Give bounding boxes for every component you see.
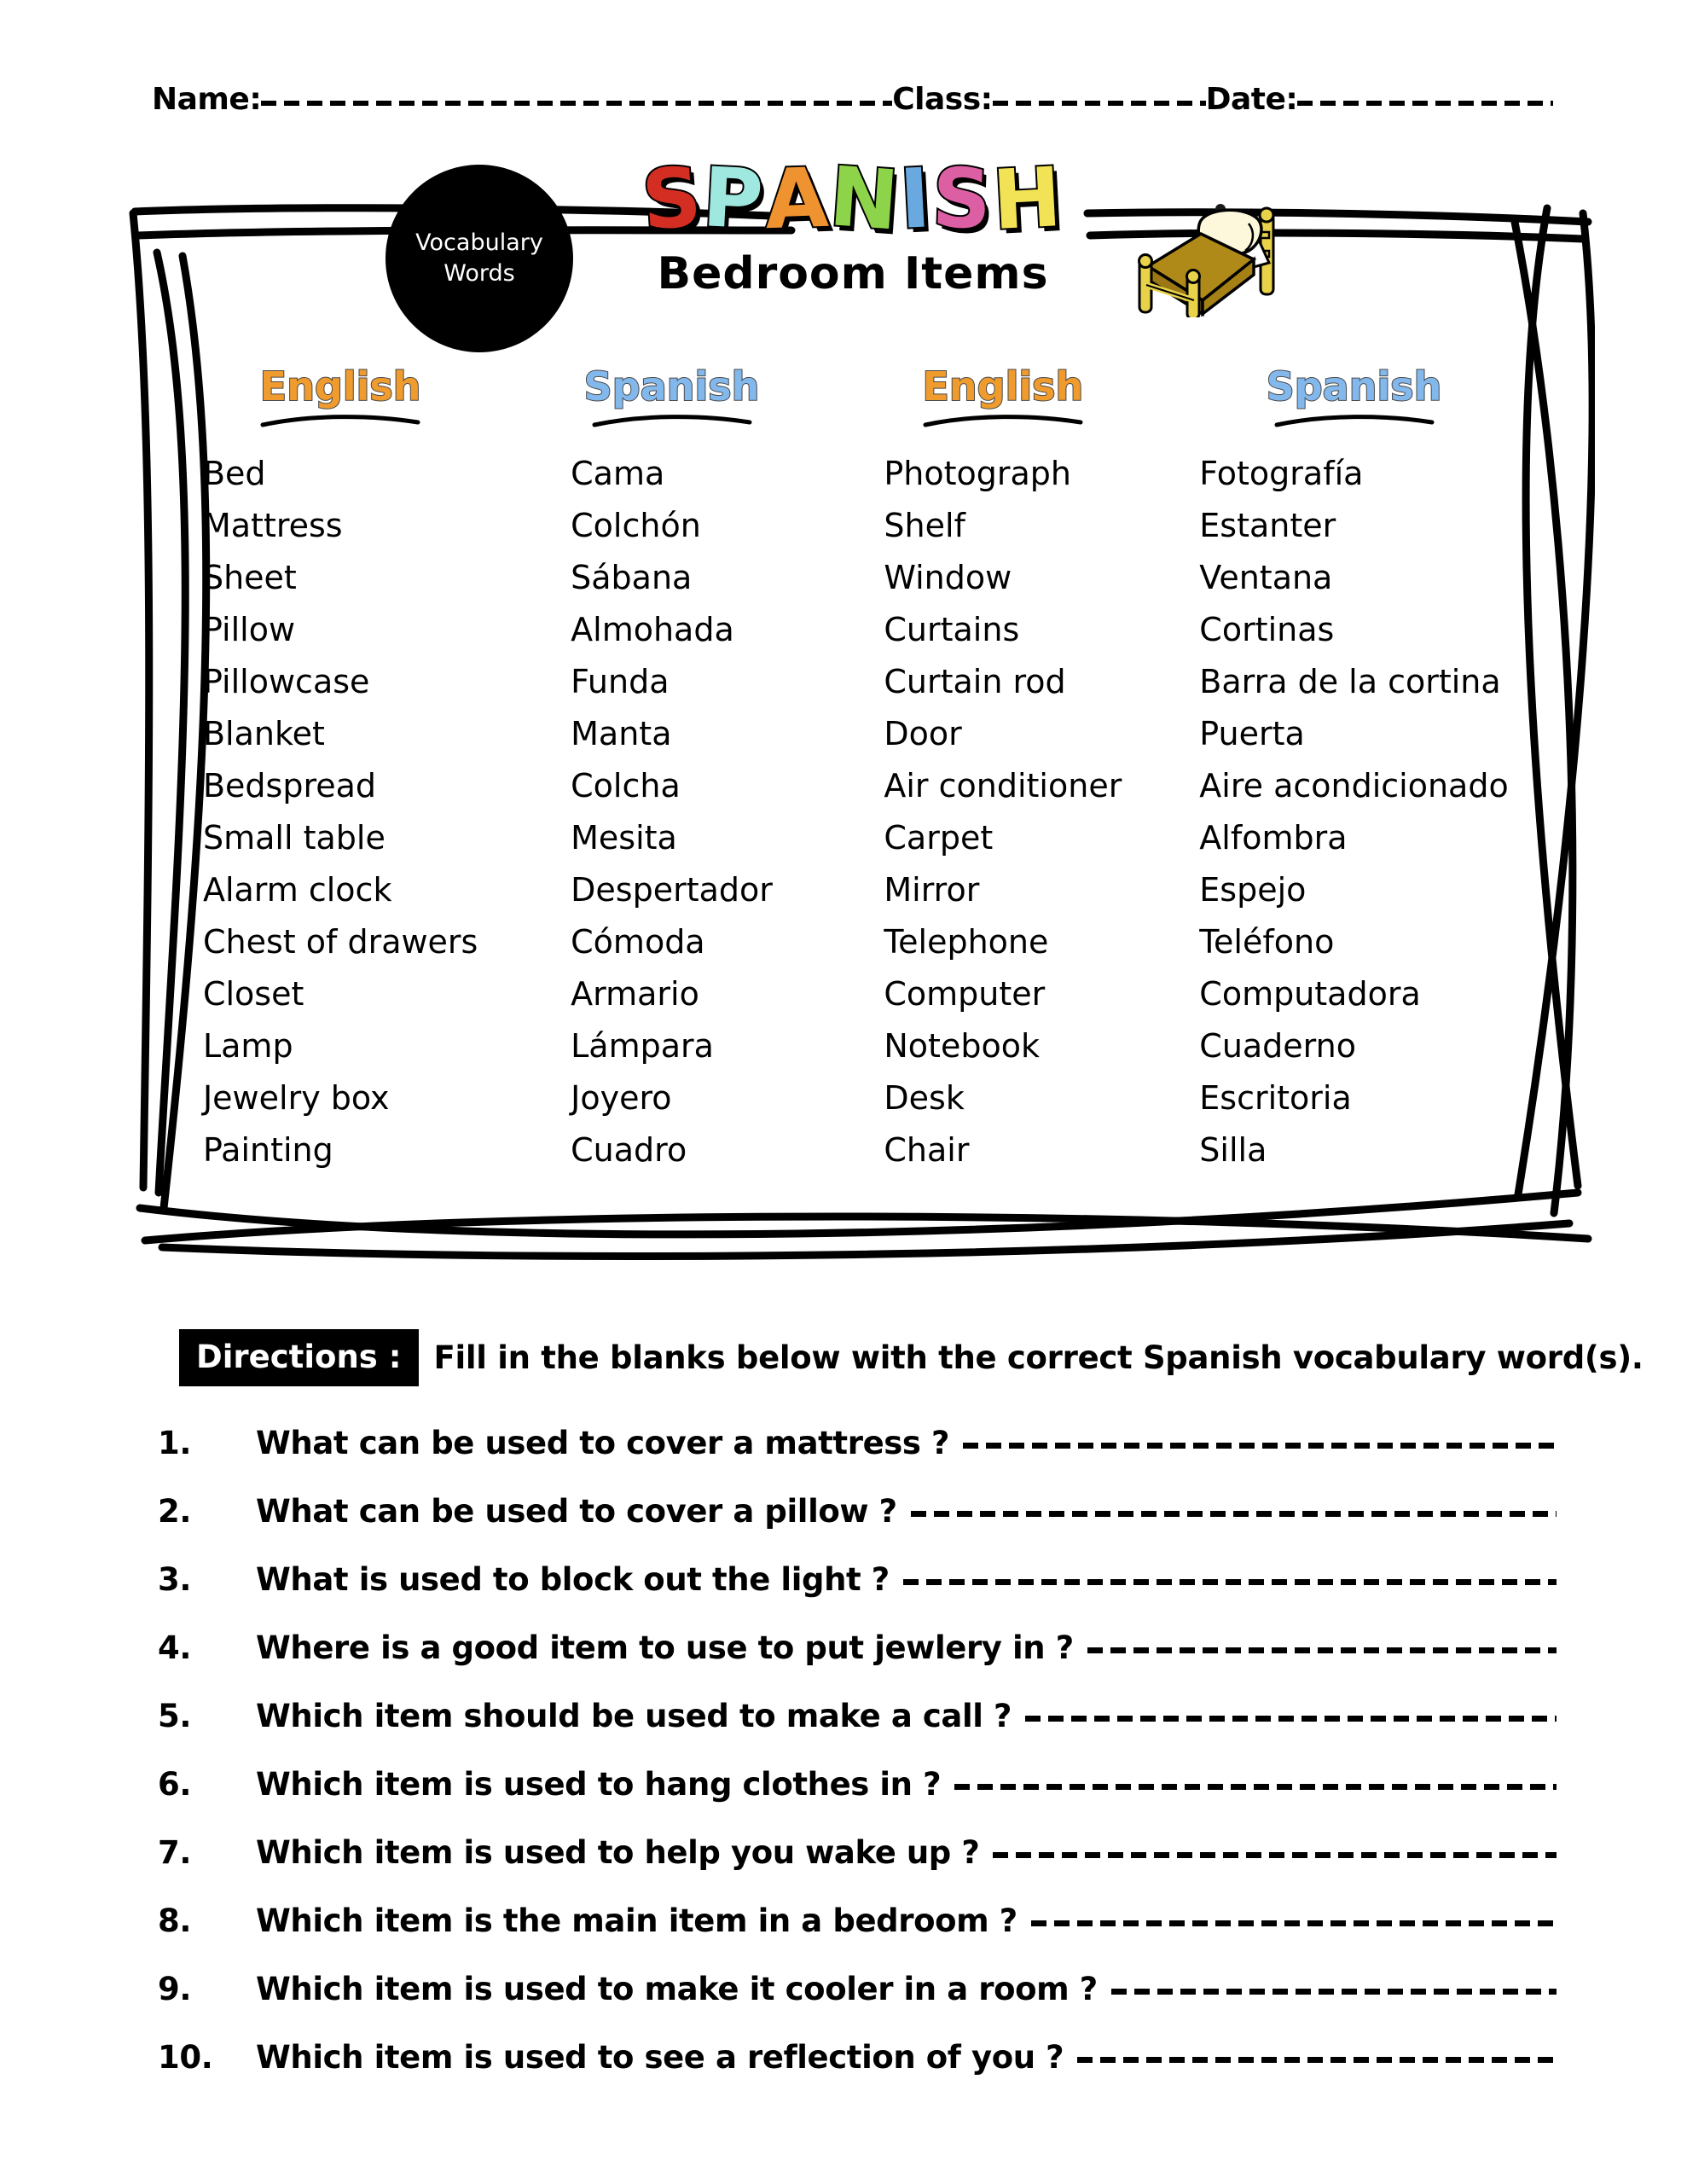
vocab-cell: Mirror <box>884 870 980 909</box>
header-underline <box>591 413 753 428</box>
directions-row <box>179 1329 1644 1386</box>
vocab-cell: Espejo <box>1199 870 1307 909</box>
vocab-cell: Photograph <box>884 454 1072 492</box>
question-row <box>158 2039 1557 2107</box>
class-label: Class: <box>892 82 993 117</box>
question-text: What can be used to cover a mattress ? <box>256 1425 950 1461</box>
title-letter-i-4: I <box>897 150 936 247</box>
vocab-cell: Pillowcase <box>202 662 370 700</box>
title-letter-a-2: A <box>762 149 832 248</box>
vocab-cell: Carpet <box>884 818 994 857</box>
vocab-cell: Fotografía <box>1199 454 1364 492</box>
vocab-cell: Blanket <box>202 714 325 752</box>
vocab-cell: Lámpara <box>571 1026 714 1065</box>
title-spanish <box>588 148 1117 249</box>
vocab-cell: Telephone <box>884 922 1049 961</box>
question-text: Which item is used to hang clothes in ? <box>256 1766 942 1803</box>
answer-blank[interactable] <box>954 1771 1557 1795</box>
answer-blank[interactable] <box>963 1430 1557 1454</box>
vocabulary-words-badge <box>386 165 573 352</box>
vocab-cell: Colchón <box>571 506 701 544</box>
column-spanish-2 <box>1168 363 1539 1176</box>
column-header-spanish-1: Spanish <box>583 363 760 410</box>
question-text: Which item is used to see a reflection of you ? <box>256 2039 1064 2076</box>
answer-blank[interactable] <box>1111 1976 1557 2000</box>
date-label: Date: <box>1205 82 1298 117</box>
vocab-cell: Small table <box>202 818 386 857</box>
directions-tag: Directions : <box>179 1329 419 1386</box>
header-underline <box>259 413 421 428</box>
vocab-cell: Colcha <box>571 766 681 804</box>
column-body-spanish-2 <box>1199 447 1508 1176</box>
vocab-cell: Puerta <box>1199 714 1305 752</box>
vocab-cell: Alarm clock <box>202 870 392 909</box>
question-text: What is used to block out the light ? <box>256 1561 890 1598</box>
column-header-english-2: English <box>922 363 1084 410</box>
question-number: 4. <box>158 1629 192 1666</box>
question-row <box>158 1698 1557 1766</box>
title-block <box>588 148 1117 299</box>
column-body-english-1 <box>203 447 478 1176</box>
vocab-cell: Barra de la cortina <box>1199 662 1501 700</box>
column-body-spanish-1 <box>571 447 773 1176</box>
header-underline <box>922 413 1084 428</box>
title-letter-n-3: N <box>826 148 904 249</box>
vocab-cell: Cama <box>571 454 665 492</box>
vocab-cell: Aire acondicionado <box>1199 766 1509 804</box>
title-letter-p-1: P <box>700 149 768 248</box>
vocab-cell: Teléfono <box>1199 922 1335 961</box>
question-number: 5. <box>158 1698 192 1734</box>
question-number: 1. <box>158 1425 192 1461</box>
question-row <box>158 1493 1557 1561</box>
vocab-cell: Computadora <box>1199 974 1421 1013</box>
column-header-english-1: English <box>259 363 421 410</box>
vocab-cell: Curtains <box>884 610 1020 648</box>
question-row <box>158 1834 1557 1902</box>
vocab-cell: Escritoria <box>1199 1078 1352 1117</box>
title-letter-h-6: H <box>990 148 1066 249</box>
vocab-cell: Bedspread <box>202 766 377 804</box>
column-spanish-1 <box>506 363 837 1176</box>
vocab-cell: Chair <box>884 1130 970 1169</box>
question-number: 3. <box>158 1561 192 1598</box>
class-blank[interactable] <box>993 84 1206 109</box>
vocab-cell: Sábana <box>571 558 693 596</box>
answer-blank[interactable] <box>1025 1703 1557 1727</box>
question-row <box>158 1766 1557 1834</box>
vocab-cell: Armario <box>571 974 699 1013</box>
vocab-cell: Chest of drawers <box>202 922 478 961</box>
directions-text: Fill in the blanks below with the correct Spanish vocabulary word(s). <box>433 1339 1644 1376</box>
question-number: 6. <box>158 1766 192 1803</box>
name-label: Name: <box>152 82 262 117</box>
vocab-cell: Pillow <box>202 610 296 648</box>
answer-blank[interactable] <box>911 1498 1557 1522</box>
vocab-cell: Almohada <box>571 610 734 648</box>
question-text: Which item is used to make it cooler in a room ? <box>256 1971 1098 2007</box>
vocab-cell: Computer <box>884 974 1046 1013</box>
vocab-cell: Manta <box>571 714 672 752</box>
vocab-cell: Sheet <box>202 558 297 596</box>
column-english-2 <box>838 363 1168 1176</box>
header-underline <box>1273 413 1435 428</box>
answer-blank[interactable] <box>1077 2044 1557 2068</box>
question-row <box>158 1425 1557 1493</box>
question-row <box>158 1971 1557 2039</box>
vocab-cell: Bed <box>202 454 266 492</box>
question-row <box>158 1561 1557 1629</box>
answer-blank[interactable] <box>903 1566 1557 1590</box>
question-text: Which item is used to help you wake up ? <box>256 1834 980 1871</box>
vocab-cell: Alfombra <box>1199 818 1348 857</box>
vocab-cell: Lamp <box>202 1026 293 1065</box>
vocab-cell: Air conditioner <box>884 766 1122 804</box>
date-blank[interactable] <box>1297 84 1553 109</box>
question-row <box>158 1902 1557 1971</box>
vocab-cell: Jewelry box <box>202 1078 390 1117</box>
name-blank[interactable] <box>261 84 892 109</box>
question-number: 9. <box>158 1971 192 2007</box>
column-header-spanish-2: Spanish <box>1266 363 1442 410</box>
answer-blank[interactable] <box>993 1839 1557 1863</box>
vocab-cell: Notebook <box>884 1026 1040 1065</box>
title-letter-s-5: S <box>930 149 995 248</box>
question-text: Where is a good item to use to put jewlery in ? <box>256 1629 1074 1666</box>
title-letter-s-0: S <box>639 148 707 249</box>
vocab-cell: Desk <box>884 1078 965 1117</box>
vocab-cell: Shelf <box>884 506 965 544</box>
badge-line-1: Vocabulary <box>415 229 543 257</box>
question-row <box>158 1629 1557 1698</box>
answer-blank[interactable] <box>1031 1908 1557 1931</box>
vocab-cell: Silla <box>1199 1130 1267 1169</box>
answer-blank[interactable] <box>1087 1635 1557 1658</box>
vocab-cell: Ventana <box>1199 558 1333 596</box>
vocab-cell: Cuaderno <box>1199 1026 1356 1065</box>
vocab-cell: Cortinas <box>1199 610 1335 648</box>
student-info-row <box>152 82 1533 133</box>
vocab-cell: Funda <box>571 662 670 700</box>
question-number: 2. <box>158 1493 192 1530</box>
vocab-cell: Mesita <box>571 818 677 857</box>
vocab-cell: Painting <box>202 1130 333 1169</box>
question-number: 7. <box>158 1834 192 1871</box>
question-text: Which item is the main item in a bedroom ? <box>256 1902 1017 1939</box>
question-text: Which item should be used to make a call ? <box>256 1698 1012 1734</box>
vocab-cell: Cómoda <box>571 922 705 961</box>
question-text: What can be used to cover a pillow ? <box>256 1493 897 1530</box>
vocab-cell: Closet <box>202 974 304 1013</box>
vocab-cell: Mattress <box>202 506 343 544</box>
question-number: 10. <box>158 2039 213 2076</box>
vocab-cell: Joyero <box>571 1078 672 1117</box>
bed-icon <box>1124 181 1295 317</box>
vocab-cell: Window <box>884 558 1012 596</box>
question-number: 8. <box>158 1902 192 1939</box>
column-english-1 <box>175 363 506 1176</box>
vocab-cell: Cuadro <box>571 1130 687 1169</box>
badge-line-2: Words <box>443 260 515 287</box>
title-subtitle: Bedroom Items <box>657 248 1049 299</box>
vocabulary-table <box>175 363 1539 1176</box>
questions-list <box>158 1425 1557 2107</box>
column-body-english-2 <box>884 447 1122 1176</box>
vocab-cell: Despertador <box>571 870 773 909</box>
vocab-cell: Curtain rod <box>884 662 1066 700</box>
vocab-cell: Estanter <box>1199 506 1336 544</box>
vocab-cell: Door <box>884 714 962 752</box>
